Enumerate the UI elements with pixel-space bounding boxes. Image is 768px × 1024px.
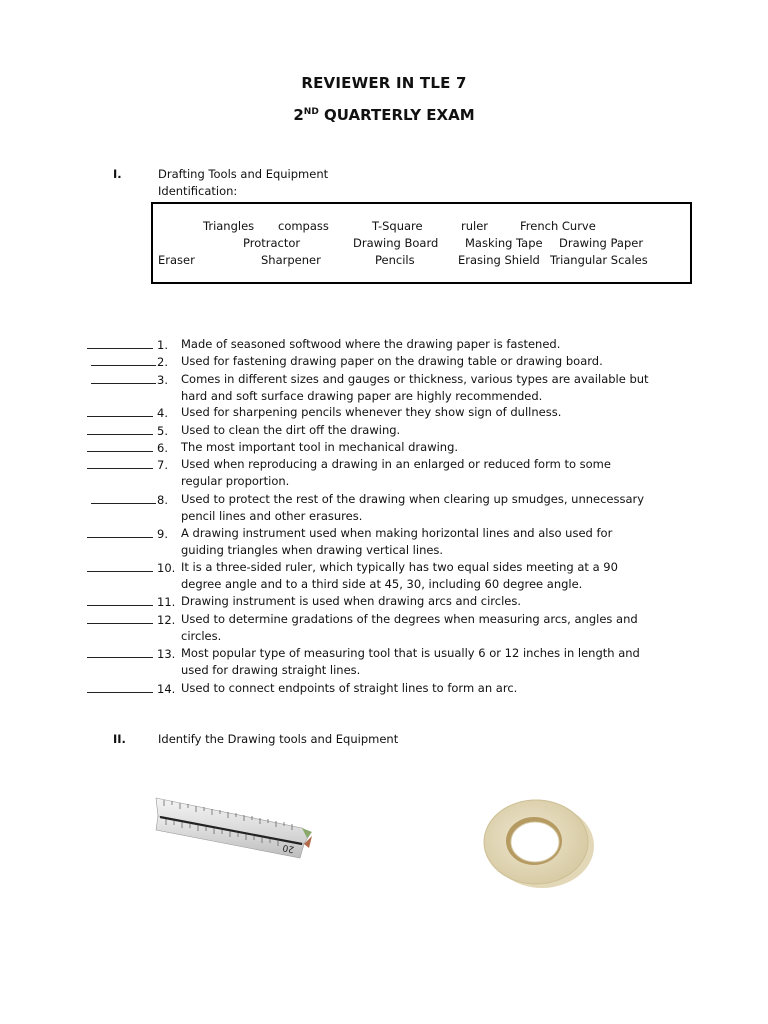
answer-blank[interactable] [87, 416, 153, 417]
question-text: used for drawing straight lines. [181, 663, 361, 677]
word-ruler: ruler [461, 219, 489, 233]
answer-blank[interactable] [87, 605, 153, 606]
page-title: REVIEWER IN TLE 7 [301, 74, 467, 92]
triangular-scale-image [152, 786, 317, 866]
question-text: Made of seasoned softwood where the drawing paper is fastened. [181, 337, 561, 351]
answer-blank[interactable] [91, 365, 156, 366]
word-triangles: Triangles [203, 219, 255, 233]
question-text: regular proportion. [181, 474, 290, 488]
question-text: Used to determine gradations of the degrees when measuring arcs, angles and [181, 612, 638, 626]
word-drawing-board: Drawing Board [353, 236, 439, 250]
section-1-number: I. [113, 167, 122, 181]
answer-blank[interactable] [87, 571, 153, 572]
question-text: Used when reproducing a drawing in an enlarged or reduced form to some [181, 457, 611, 471]
word-eraser: Eraser [158, 253, 195, 267]
question-number: 14. [157, 682, 176, 696]
word-pencils: Pencils [375, 253, 415, 267]
answer-blank[interactable] [87, 434, 153, 435]
question-text: A drawing instrument used when making horizontal lines and also used for [181, 526, 613, 540]
scale-number-label: 20 [281, 841, 296, 854]
question-text: Drawing instrument is used when drawing arcs and circles. [181, 594, 522, 608]
question-number: 1. [157, 338, 168, 352]
question-number: 10. [157, 561, 176, 575]
question-number: 7. [157, 458, 168, 472]
question-text: guiding triangles when drawing vertical lines. [181, 543, 444, 557]
question-text: circles. [181, 629, 222, 643]
question-text: Used to protect the rest of the drawing when clearing up smudges, unnecessary [181, 492, 645, 506]
question-text: The most important tool in mechanical drawing. [181, 440, 459, 454]
question-text: Used for fastening drawing paper on the drawing table or drawing board. [181, 354, 603, 368]
question-number: 8. [157, 493, 168, 507]
answer-blank[interactable] [91, 503, 156, 504]
word-triangular-scales: Triangular Scales [550, 253, 648, 267]
question-text: hard and soft surface drawing paper are highly recommended. [181, 389, 543, 403]
question-text: Used to clean the dirt off the drawing. [181, 423, 401, 437]
section-2-number: II. [113, 732, 126, 746]
answer-blank[interactable] [87, 451, 153, 452]
subtitle-superscript: ND [303, 107, 319, 117]
section-2-title: Identify the Drawing tools and Equipment [158, 732, 399, 746]
question-number: 4. [157, 406, 168, 420]
question-number: 13. [157, 647, 176, 661]
question-text: Used to connect endpoints of straight lines to form an arc. [181, 681, 518, 695]
answer-blank[interactable] [87, 692, 153, 693]
question-text: Comes in different sizes and gauges or thickness, various types are available but [181, 372, 649, 386]
answer-blank[interactable] [87, 348, 153, 349]
question-text: Used for sharpening pencils whenever they show sign of dullness. [181, 405, 562, 419]
question-number: 2. [157, 355, 168, 369]
answer-blank[interactable] [87, 537, 153, 538]
subtitle-prefix: 2 [293, 106, 304, 124]
question-text: It is a three-sided ruler, which typically has two equal sides meeting at a 90 [181, 560, 618, 574]
question-text: degree angle and to a third side at 45, 30, including 60 degree angle. [181, 577, 583, 591]
section-1-title: Drafting Tools and Equipment [158, 167, 329, 181]
masking-tape-image [478, 792, 600, 892]
word-masking-tape: Masking Tape [465, 236, 543, 250]
answer-blank[interactable] [91, 383, 156, 384]
subtitle-rest: QUARTERLY EXAM [318, 106, 475, 124]
word-protractor: Protractor [243, 236, 301, 250]
word-sharpener: Sharpener [261, 253, 321, 267]
word-compass: compass [278, 219, 329, 233]
question-number: 12. [157, 613, 176, 627]
word-french-curve: French Curve [520, 219, 596, 233]
question-number: 11. [157, 595, 176, 609]
question-text: Most popular type of measuring tool that is usually 6 or 12 inches in length and [181, 646, 640, 660]
answer-blank[interactable] [87, 623, 153, 624]
answer-blank[interactable] [87, 657, 153, 658]
question-number: 3. [157, 373, 168, 387]
word-drawing-paper: Drawing Paper [559, 236, 644, 250]
question-number: 6. [157, 441, 168, 455]
question-text: pencil lines and other erasures. [181, 509, 363, 523]
question-number: 5. [157, 424, 168, 438]
question-number: 9. [157, 527, 168, 541]
answer-blank[interactable] [87, 468, 153, 469]
word-erasing-shield: Erasing Shield [458, 253, 540, 267]
section-1-subtitle: Identification: [158, 184, 238, 198]
word-t-square: T-Square [372, 219, 423, 233]
